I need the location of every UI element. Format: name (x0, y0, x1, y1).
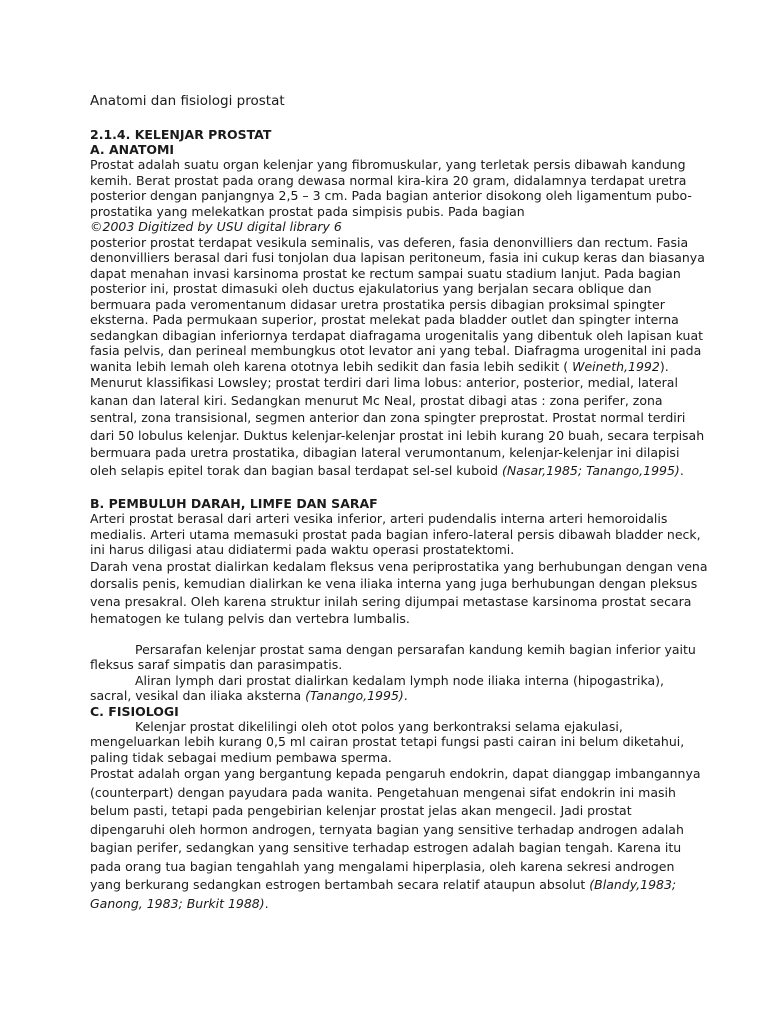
document-title: Anatomi dan fisiologi prostat (90, 93, 285, 109)
paragraph-end: . (264, 895, 269, 911)
subsection-heading-fisiologi: C. FISIOLOGI (90, 703, 179, 719)
paragraph-text: Persarafan kelenjar prostat sama dengan persarafan kandung kemih bagian inferior yaitu fleksus saraf simpatis dan parasimpatis. (90, 641, 696, 672)
paragraph-pembuluh-3 (90, 642, 708, 673)
paragraph-text: Darah vena prostat dialirkan kedalam fleksus vena periprostatika yang berhubungan dengan vena dorsalis penis, kemudian dialirkan ke vena iliaka interna yang juga berhubungan dengan pleksus vena presakral. Oleh karena struktur inilah sering dijumpai metastase karsinoma prostat secara hematogen ke tulang pelvis dan vertebra lumbalis. (90, 558, 708, 626)
paragraph-fisiologi-1 (90, 719, 708, 766)
paragraph-text: Menurut klassifikasi Lowsley; prostat terdiri dari lima lobus: anterior, posterior, medial, lateral kanan dan lateral kiri. Sedangkan menurut Mc Neal, prostat dibagi atas : zona perifer, zona sentral, zona transisional, segmen anterior dan zona spingter preprostat. Prostat normal terdiri dari 50 lobulus kelenjar. Duktus kelenjar-kelenjar prostat ini lebih kurang 20 buah, secara terpisah bermuara pada uretra prostatika, dibagian lateral verumontanum, kelenjar-kelenjar ini dilapisi oleh selapis epitel torak dan bagian basal terdapat sel-sel kuboid (90, 375, 705, 478)
paragraph-pembuluh-2 (90, 558, 708, 628)
paragraph-end: . (403, 688, 408, 703)
paragraph-anatomi-3 (90, 374, 708, 479)
citation: (Tanango,1995) (305, 688, 404, 703)
paragraph-anatomi-2 (90, 235, 708, 375)
subsection-heading-pembuluh: B. PEMBULUH DARAH, LIMFE DAN SARAF (90, 496, 378, 511)
citation: (Nasar,1985; Tanango,1995) (502, 462, 680, 478)
citation: Weineth,1992 (572, 358, 660, 374)
section-heading: 2.1.4. KELENJAR PROSTAT (90, 127, 272, 142)
paragraph-anatomi-1 (90, 157, 708, 219)
paragraph-end: ). (659, 358, 669, 374)
paragraph-text: Prostat adalah organ yang bergantung kepada pengaruh endokrin, dapat dianggap imbangannya (counterpart) dengan payudara pada wanita. Pengetahuan mengenai sifat endokrin ini masih belum pasti, tetapi pada pengebirian kelenjar prostat jelas akan mengecil. Jadi prostat dipengaruhi oleh hormon androgen, ternyata bagian yang sensitive terhadap androgen adalah bagian perifer, sedangkan yang sensitive terhadap estrogen adalah bagian tengah. Karena itu pada orang tua bagian tengahlah yang mengalami hiperplasia, oleh karena sekresi androgen yang berkurang sedangkan estrogen bertambah secara relatif ataupun absolut (90, 766, 701, 892)
citation: (Blandy,1983; Ganong, 1983; Burkit 1988) (90, 877, 677, 911)
paragraph-pembuluh-4 (90, 673, 708, 704)
paragraph-end: . (679, 462, 684, 478)
paragraph-text: Prostat adalah suatu organ kelenjar yang fibromuskular, yang terletak persis dibawah kandung kemih. Berat prostat pada orang dewasa normal kira-kira 20 gram, didalamnya terdapat uretra posterior dengan panjangnya 2,5 – 3 cm. Pada bagian anterior disokong oleh ligamentum pubo-prostatika yang melekatkan prostat pada simpisis pubis. Pada bagian (90, 157, 692, 219)
paragraph-text: Kelenjar prostat dikelilingi oleh otot polos yang berkontraksi selama ejakulasi, mengeluarkan lebih kurang 0,5 ml cairan prostat tetapi fungsi pasti cairan ini belum diketahui, paling tidak sebagai medium pembawa sperma. (90, 718, 685, 765)
paragraph-text: posterior prostat terdapat vesikula seminalis, vas deferen, fasia denonvilliers dan rectum. Fasia denonvilliers berasal dari fusi tonjolan dua lapisan peritoneum, fasia ini cukup keras dan biasanya dapat menahan invasi karsinoma prostat ke rectum sampai suatu stadium lanjut. Pada bagian posterior ini, prostat dimasuki oleh ductus ejakulatorius yang berjalan secara oblique dan bermuara pada veromentanum didasar uretra prostatika persis dibagian proksimal spingter eksterna. Pada permukaan superior, prostat melekat pada bladder outlet dan spingter interna sedangkan dibagian inferiornya terdapat diafragama urogenitalis yang dibentuk oleh lapisan kuat fasia pelvis, dan perineal membungkus otot levator ani yang tebal. Diafragma urogenital ini pada wanita lebih lemah oleh karena ototnya lebih sedikit dan fasia lebih sedikit ( (90, 234, 705, 374)
paragraph-text: Arteri prostat berasal dari arteri vesika inferior, arteri pudendalis interna arteri hemoroidalis medialis. Arteri utama memasuki prostat pada bagian infero-lateral persis dibawah bladder neck, ini harus diligasi atau didiatermi pada waktu operasi prostatektomi. (90, 511, 701, 557)
subsection-heading-anatomi: A. ANATOMI (90, 142, 175, 157)
paragraph-text: Aliran lymph dari prostat dialirkan kedalam lymph node iliaka interna (hipogastrika), sacral, vesikal dan iliaka aksterna (90, 672, 664, 703)
paragraph-fisiologi-2 (90, 765, 708, 913)
digitized-mark: ©2003 Digitized by USU digital library 6 (90, 219, 342, 234)
paragraph-pembuluh-1 (90, 511, 708, 558)
